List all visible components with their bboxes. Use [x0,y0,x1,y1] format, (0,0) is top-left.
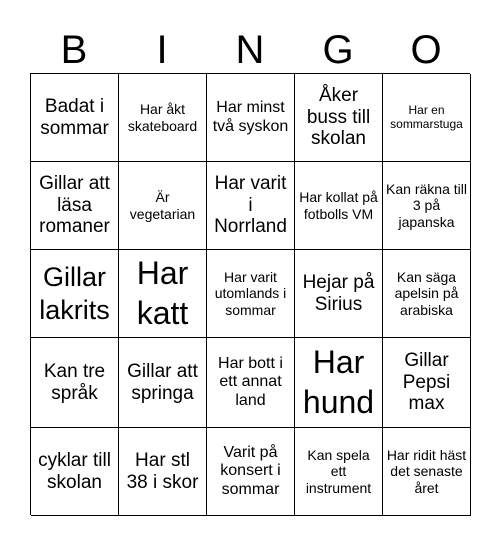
bingo-cell-r1c5[interactable]: Har en sommarstuga [383,74,471,162]
bingo-cell-r5c5[interactable]: Har ridit häst det senaste året [383,428,471,516]
bingo-cell-r2c3[interactable]: Har varit i Norrland [207,162,295,250]
bingo-header [30,24,470,76]
bingo-cell-r2c2[interactable]: Är vegetarian [119,162,207,250]
header-letter-n: N [235,28,265,72]
bingo-cell-r4c3[interactable]: Har bott i ett annat land [207,338,295,428]
bingo-cell-r4c4[interactable]: Har hund [295,338,383,428]
bingo-cell-r3c5[interactable]: Kan säga apelsin på arabiska [383,250,471,338]
header-letter-o: O [410,28,442,72]
bingo-grid [30,73,470,515]
bingo-cell-r2c5[interactable]: Kan räkna till 3 på japanska [383,162,471,250]
bingo-cell-r1c1[interactable]: Badat i sommar [31,74,119,162]
bingo-cell-r3c4[interactable]: Hejar på Sirius [295,250,383,338]
header-letter-i: I [156,28,168,72]
bingo-cell-r3c2[interactable]: Har katt [119,250,207,338]
bingo-cell-r1c2[interactable]: Har åkt skateboard [119,74,207,162]
bingo-cell-r3c1[interactable]: Gillar lakrits [31,250,119,338]
bingo-cell-r4c5[interactable]: Gillar Pepsi max [383,338,471,428]
header-letter-g: G [322,28,354,72]
bingo-cell-r3c3[interactable]: Har varit utomlands i sommar [207,250,295,338]
bingo-cell-r1c4[interactable]: Åker buss till skolan [295,74,383,162]
bingo-cell-r5c3[interactable]: Varit på konsert i sommar [207,428,295,516]
bingo-cell-r4c2[interactable]: Gillar att springa [119,338,207,428]
bingo-cell-r2c4[interactable]: Har kollat på fotbolls VM [295,162,383,250]
bingo-cell-r2c1[interactable]: Gillar att läsa romaner [31,162,119,250]
bingo-cell-r1c3[interactable]: Har minst två syskon [207,74,295,162]
bingo-cell-r5c2[interactable]: Har stl 38 i skor [119,428,207,516]
bingo-cell-r5c1[interactable]: cyklar till skolan [31,428,119,516]
bingo-cell-r4c1[interactable]: Kan tre språk [31,338,119,428]
bingo-cell-r5c4[interactable]: Kan spela ett instrument [295,428,383,516]
header-letter-b: B [60,28,88,72]
